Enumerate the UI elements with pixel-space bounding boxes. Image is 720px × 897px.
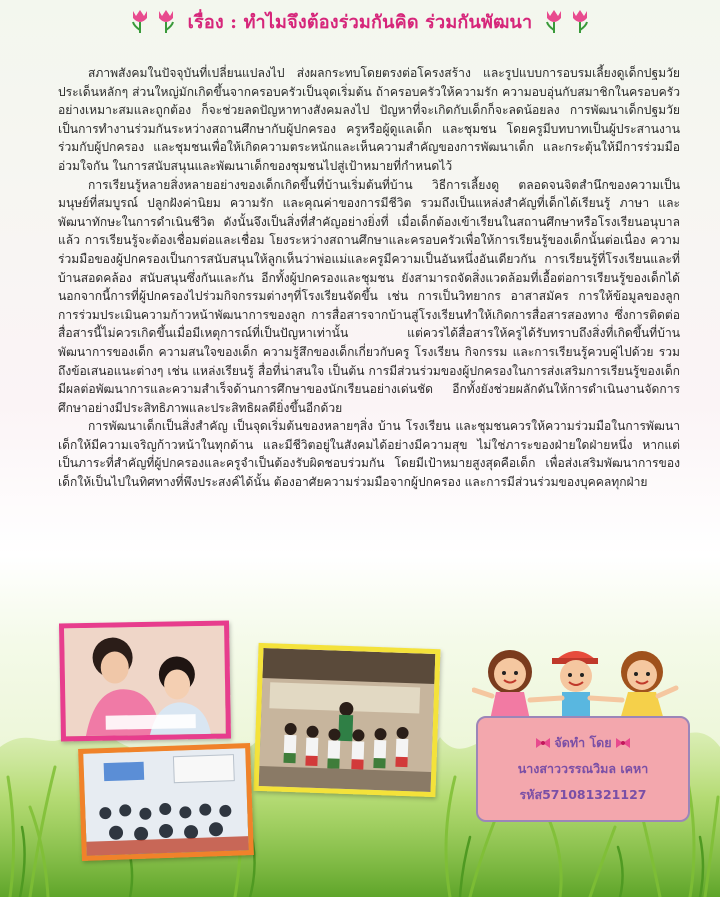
student-id: รหัส571081321127: [519, 787, 647, 802]
page-title: เรื่อง : ทำไมจึงต้องร่วมกันคิด ร่วมกันพัฒนา: [187, 11, 533, 33]
photo-mother-and-child: [59, 621, 231, 742]
author-name: นางสาววรรณวิมล เคหา: [517, 761, 649, 776]
paragraph-3: การพัฒนาเด็กเป็นสิ่งสำคัญ เป็นจุดเริ่มต้นของหลายๆสิ่ง บ้าน โรงเรียน และชุมชนควรให้ความร่วมมือในการพัฒนาเด็กให้มีความเจริญก้าวหน้าในทุกด้าน และมีชีวิตอยู่ในสังคมได้อย่างมีความสุข ไม่ใช่ภาระของฝ่ายใดฝ่ายหนึ่ง หากแต่เป็นภาระที่สำคัญที่ผู้ปกครองและครูจำเป็นต้องรับผิดชอบร่วมกัน โดยมีเป้าหมายสูงสุดคือเด็ก เพื่อส่งเสริมพัฒนาการของเด็กให้เป็นไปในทิศทางที่พึงประสงค์ได้นั้น ต้องอาศัยความร่วมมือจากผู้ปกครอง และการมีส่วนร่วมของบุคคลทุกฝ่าย: [58, 419, 680, 490]
tulip-icon: [156, 8, 176, 34]
title-row: [0, 4, 720, 38]
paragraph-2: การเรียนรู้หลายสิ่งหลายอย่างของเด็กเกิดขึ้นที่บ้านเริ่มต้นที่บ้าน วิธีการเลี้ยงดู ตลอดจนจิตสำนึกของความเป็นมนุษย์ที่สมบูรณ์ ปลูกฝังค่านิยม ความรัก และคุณค่าของการมีชีวิต รวมถึงเป็นแหล่งสำคัญที่เด็กได้เรียนรู้ ภาษา และพัฒนาทักษะในการดำเนินชีวิต ดังนั้นจึงเป็นสิ่งที่สำคัญอย่างยิ่งที่ เมื่อเด็กต้องเข้าเรียนในสถานศึกษาหรือโรงเรียนอนุบาลแล้ว การเรียนรู้จะต้องเชื่อมต่อและเชื่อม โยงระหว่างสถานศึกษาและครอบครัวเพื่อให้การเรียนรู้ของเด็กนั้นต่อเนื่อง ความร่วมมือของผู้ปกครองเป็นการสนับสนุนให้ลูกเห็นว่าพ่อแม่และครูมีความเป็นอันหนึ่งอันเดียวกัน การเรียนรู้ที่โรงเรียนและที่บ้านสอดคล้อง สนับสนุนซึ่งกันและกัน อีกทั้งผู้ปกครองและชุมชน ยังสามารถจัดสิ่งแวดล้อมที่เอื้อต่อการเรียนรู้ของเด็กได้ นอกจากนี้การที่ผู้ปกครองไปร่วมกิจกรรมต่างๆที่โรงเรียนจัดขึ้น เช่น การเป็นวิทยากร อาสาสมัคร การให้ข้อมูลของลูก การร่วมประเมินความก้าวหน้าพัฒนาการของลูก การสื่อสารจากบ้านสู่โรงเรียนทำให้เกิดการสื่อสารสองทาง ซึ่งการติดต่อสื่อสารนี้ไม่ควรเกิดขึ้นเมื่อมีเหตุการณ์ที่เป็นปัญหาเท่านั้น แต่ควรได้สื่อสารให้ครูได้รับทราบถึงสิ่งที่เกิดขึ้นที่บ้าน พัฒนาการของเด็ก ความสนใจของเด็ก ความรู้สึกของเด็กเกี่ยวกับครู โรงเรียน กิจกรรม และการเรียนรู้ควบคู่ไปด้วย รวมถึงข้อเสนอแนะต่างๆ เช่น แหล่งเรียนรู้ สื่อที่น่าสนใจ เป็นต้น การมีส่วนร่วมของผู้ปกครองในการส่งเสริมการเรียนรู้ของเด็ก มีผลต่อพัฒนาการและความสำเร็จด้านการศึกษาของนักเรียนอย่างเด่นชัด อีกทั้งยังช่วยผลักดันให้การดำเนินงานจัดการศึกษาอย่างมีประสิทธิภาพและประสิทธิผลดียิ่งขึ้นอีกด้วย: [58, 177, 680, 415]
tulip-icon: [570, 8, 590, 34]
paragraph-1: สภาพสังคมในปัจจุบันที่เปลี่ยนแปลงไป ส่งผลกระทบโดยตรงต่อโครงสร้าง และรูปแบบการอบรมเลี้ยงดูเด็กปฐมวัย ประเด็นหลักๆ ส่วนใหญ่มักเกิดขึ้นจากครอบครัวเป็นจุดเริ่มต้น ถ้าครอบครัวให้ความรัก ความอบอุ่นกับสมาชิกในครอบครัวอย่างเหมาะสมและถูกต้อง ก็จะช่วยลดปัญหาทางสังคมลงไป ปัญหาที่จะเกิดกับเด็กก็จะลดน้อยลง การพัฒนาเด็กปฐมวัยเป็นการทำงานร่วมกันระหว่างสถานศึกษากับผู้ปกครอง ครูหรือผู้ดูแลเด็ก และชุมชน โดยครูมีบทบาทเป็นผู้ประสานงานร่วมกับผู้ปกครอง และชุมชนเพื่อให้เกิดความตระหนักและเห็นความสำคัญของการพัฒนาเด็ก และกระตุ้นให้มีการร่วมมืออ่วมใจกัน ในการสนับสนุนและพัฒนาเด็กของชุมชนไปสู่เป้าหมายที่กำหนดไว้: [58, 66, 680, 173]
tulip-icon: [544, 8, 564, 34]
tulip-icon: [130, 8, 150, 34]
bow-icon: [535, 737, 551, 749]
photo-classroom-meeting: [78, 743, 254, 861]
photo-students-group: [253, 643, 440, 797]
credit-box: [476, 716, 690, 822]
credit-label-row: [535, 733, 630, 753]
article-body: [58, 64, 680, 492]
bow-icon: [615, 737, 631, 749]
credit-label: จัดทำ โดย: [554, 735, 612, 750]
